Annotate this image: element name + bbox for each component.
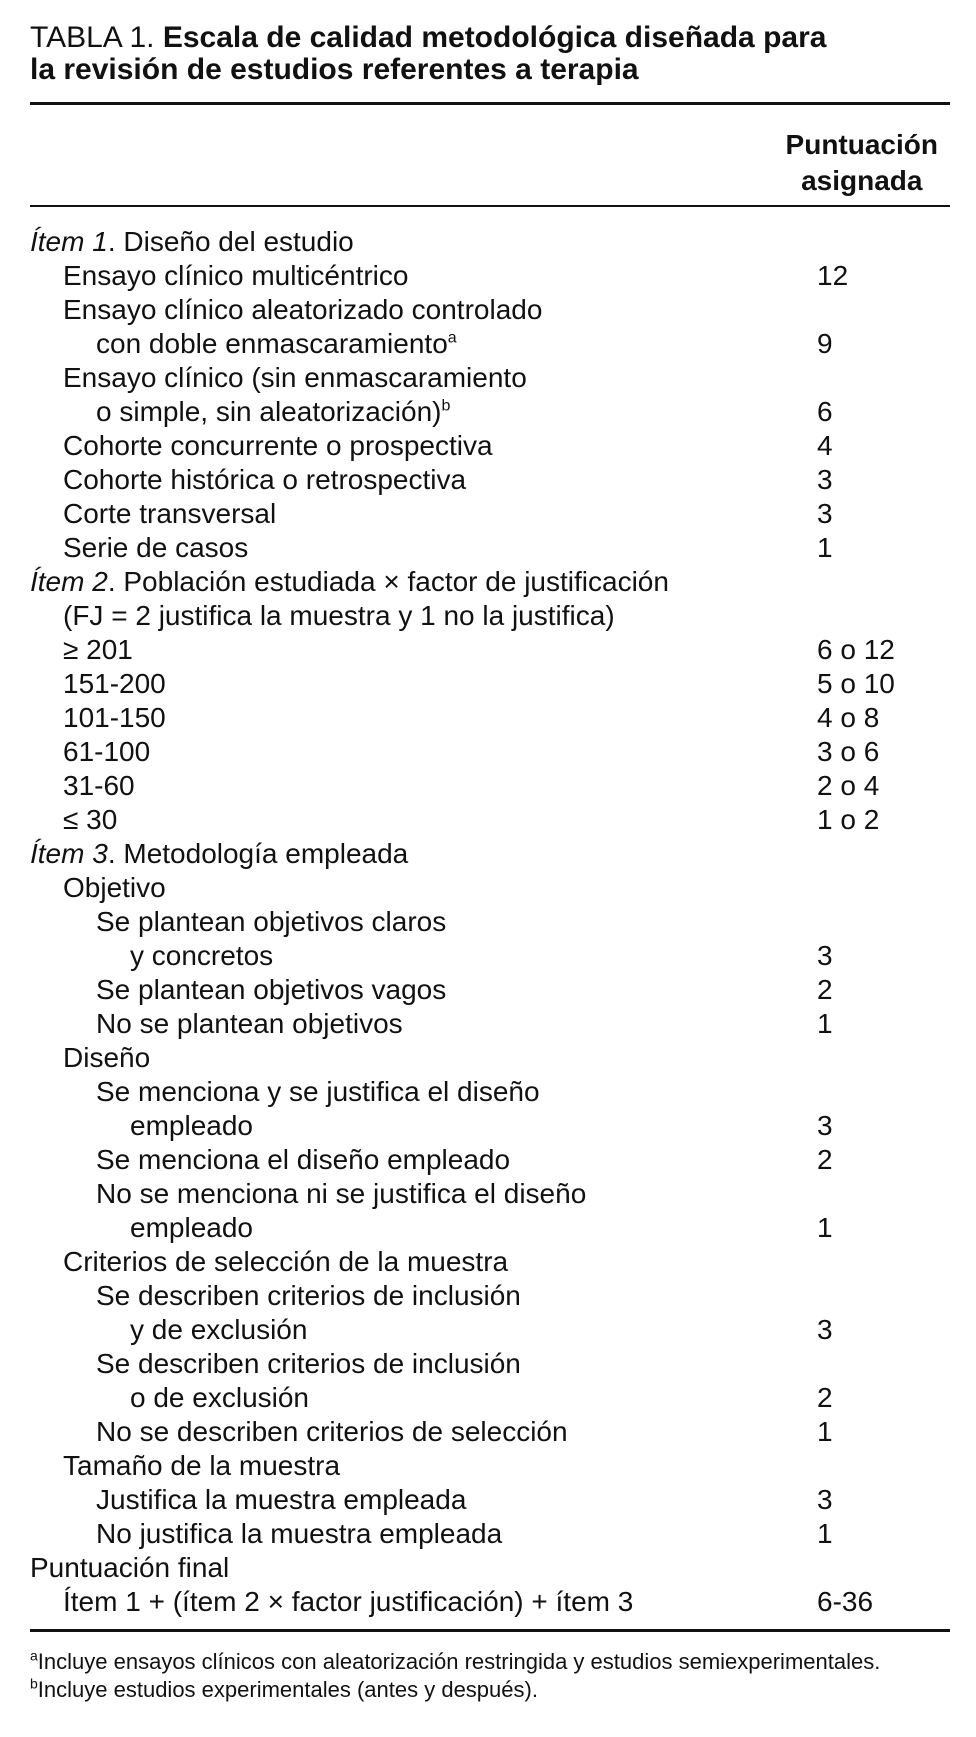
table-title-line-2: la revisión de estudios referentes a terapia <box>30 53 639 86</box>
table-title <box>30 22 950 86</box>
column-header-score: Puntuación asignada <box>785 129 938 196</box>
item-2-note: (FJ = 2 justifica la muestra y 1 no la justifica) <box>63 600 615 631</box>
item-3-heading: Ítem 3. Metodología empleada <box>30 838 409 869</box>
table-row: o simple, sin aleatorización)$^b$ 6 <box>96 396 833 427</box>
bottom-rule <box>30 1629 950 1632</box>
table-header <box>30 105 950 205</box>
table-row: Ensayo clínico aleatorizado controlado <box>63 294 543 325</box>
table-row: ≥ 201 6 o 12 <box>63 634 895 665</box>
table-row: ≤ 30 1 o 2 <box>63 804 880 835</box>
table-row: Se menciona el diseño empleado 2 <box>96 1144 833 1175</box>
footnote-mark-b: b <box>441 397 451 415</box>
subheading-objetivo: Objetivo <box>63 872 166 903</box>
table-row: 101-150 4 o 8 <box>63 702 880 733</box>
table-row: 61-100 3 o 6 <box>63 736 880 767</box>
table-row: Se plantean objetivos claros <box>96 906 447 937</box>
table-row: 151-200 5 o 10 <box>63 668 895 699</box>
table-row: No justifica la muestra empleada 1 <box>96 1518 833 1549</box>
final-score-heading: Puntuación final <box>30 1552 230 1583</box>
table-row: Corte transversal 3 <box>63 498 833 529</box>
table-label: TABLA 1. <box>30 21 155 54</box>
footnote-a: $^a$Incluye ensayos clínicos con aleatorización restringida y estudios semiexperimentales. <box>30 1647 881 1674</box>
table-title-line-1: Escala de calidad metodológica diseñada para <box>162 21 827 54</box>
table-row: y de exclusión 3 <box>130 1314 833 1345</box>
table-container <box>30 22 950 1704</box>
item-1-heading: Ítem 1. Diseño del estudio <box>30 226 354 257</box>
table-row: con doble enmascaramiento$^a$ 9 <box>96 328 833 359</box>
table-row: No se plantean objetivos 1 <box>96 1008 833 1039</box>
table-row: 31-60 2 o 4 <box>63 770 880 801</box>
table-body <box>30 207 950 1625</box>
table-row: Se menciona y se justifica el diseño <box>96 1076 540 1107</box>
table-row: Se describen criterios de inclusión <box>96 1280 521 1311</box>
table-row: Se describen criterios de inclusión <box>96 1348 521 1379</box>
table-row: No se describen criterios de selección 1 <box>96 1416 833 1447</box>
table-row: Cohorte concurrente o prospectiva 4 <box>63 430 833 461</box>
table-row: y concretos 3 <box>130 940 833 971</box>
footnotes <box>30 1648 950 1704</box>
table-row: o de exclusión 2 <box>130 1382 833 1413</box>
table-row: Ensayo clínico multicéntrico 12 <box>63 260 849 291</box>
table-row: Ensayo clínico (sin enmascaramiento <box>63 362 527 393</box>
table-row: Serie de casos 1 <box>63 532 833 563</box>
table-row: Se plantean objetivos vagos 2 <box>96 974 833 1005</box>
final-score-formula: Ítem 1 + (ítem 2 × factor justificación) + ítem 3 6-36 <box>63 1586 874 1617</box>
item-2-heading: Ítem 2. Población estudiada × factor de justificación <box>30 566 669 597</box>
subheading-criterios: Criterios de selección de la muestra <box>63 1246 509 1277</box>
table-row: No se menciona ni se justifica el diseño <box>96 1178 587 1209</box>
footnote-mark-a: a <box>447 329 457 347</box>
subheading-tamano: Tamaño de la muestra <box>63 1450 341 1481</box>
final-score-range: 6-36 <box>817 1586 874 1617</box>
table-row: Justifica la muestra empleada 3 <box>96 1484 833 1515</box>
table-row: empleado 3 <box>130 1110 833 1141</box>
table-row: empleado 1 <box>130 1212 833 1243</box>
table-row: Cohorte histórica o retrospectiva 3 <box>63 464 833 495</box>
subheading-diseno: Diseño <box>63 1042 151 1073</box>
footnote-b: $^b$Incluye estudios experimentales (antes y después). <box>30 1675 538 1702</box>
